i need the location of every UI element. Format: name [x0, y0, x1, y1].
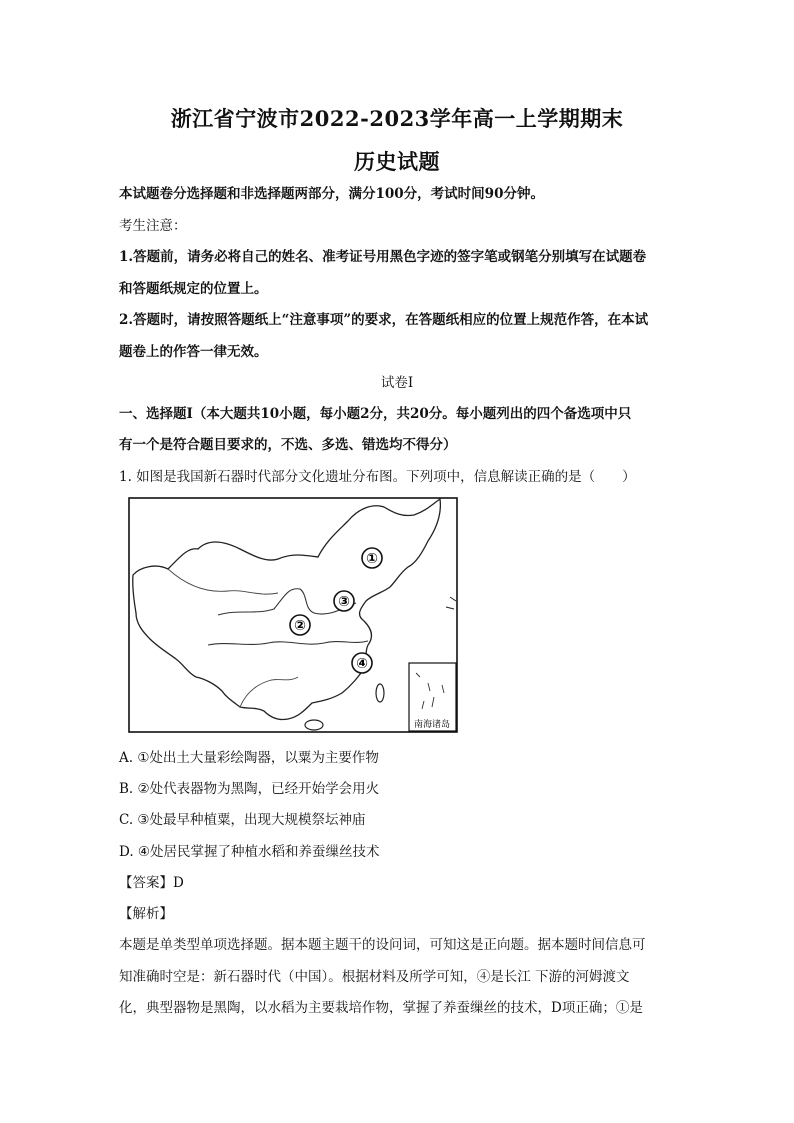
option-d[interactable]: D. ④处居民掌握了种植水稻和养蚕缫丝技术 [119, 844, 380, 860]
svg-text:③: ③ [338, 594, 350, 610]
intro-line: 本试题卷分选择题和非选择题两部分，满分100分，考试时间90分钟。 [119, 186, 544, 202]
note-2-line-2: 题卷上的作答一律无效。 [119, 344, 268, 360]
marker-1 [362, 548, 382, 568]
inset-label: 南海诸岛 [413, 720, 451, 730]
section-heading-line-1: 一、选择题Ⅰ（本大题共10小题，每小题2分，共20分。每小题列出的四个备选项中只 [119, 406, 632, 422]
analysis-line-3: 化，典型器物是黑陶，以水稻为主要栽培作物，掌握了养蚕缫丝的技术，D项正确；①是 [119, 1000, 643, 1016]
marker-3 [334, 591, 354, 611]
culture-site-map [128, 497, 458, 733]
note-1-line-1: 1.答题前，请务必将自己的姓名、准考证号用黑色字迹的签字笔或钢笔分别填写在试题卷 [119, 249, 647, 265]
section-heading-line-2: 有一个是符合题目要求的，不选、多选、错选均不得分） [119, 437, 457, 453]
option-b[interactable]: B. ②处代表器物为黑陶，已经开始学会用火 [119, 781, 380, 797]
analysis-label: 【解析】 [119, 906, 173, 922]
analysis-line-2: 知准确时空是：新石器时代（中国）。根据材料及所学可知，④是长江 下游的河姆渡文 [119, 969, 630, 985]
note-2-line-1: 2.答题时，请按照答题纸上“注意事项”的要求，在答题纸相应的位置上规范作答，在本试 [119, 312, 649, 328]
answer-label: 【答案】D [119, 875, 184, 891]
note-1-line-2: 和答题纸规定的位置上。 [119, 281, 268, 297]
option-c[interactable]: C. ③处最早种植粟，出现大规模祭坛神庙 [119, 812, 366, 828]
paper-label: 试卷Ⅰ [380, 375, 414, 391]
marker-4 [352, 653, 372, 673]
svg-text:①: ① [366, 551, 378, 567]
marker-2 [290, 615, 310, 635]
south-sea-inset [409, 663, 456, 731]
option-a[interactable]: A. ①处出土大量彩绘陶器，以粟为主要作物 [119, 750, 379, 766]
svg-text:②: ② [294, 618, 306, 634]
document-subtitle: 历史试题 [354, 149, 440, 174]
svg-text:④: ④ [356, 656, 368, 672]
analysis-line-1: 本题是单类型单项选择题。据本题主题干的设问词，可知这是正向题。据本题时间信息可 [119, 937, 646, 953]
document-title: 浙江省宁波市2022-2023学年高一上学期期末 [170, 106, 624, 131]
map-frame [129, 498, 457, 732]
notice-label: 考生注意： [119, 218, 187, 234]
question-stem: 1. 如图是我国新石器时代部分文化遗址分布图。下列项中，信息解读正确的是（ ） [119, 469, 636, 485]
